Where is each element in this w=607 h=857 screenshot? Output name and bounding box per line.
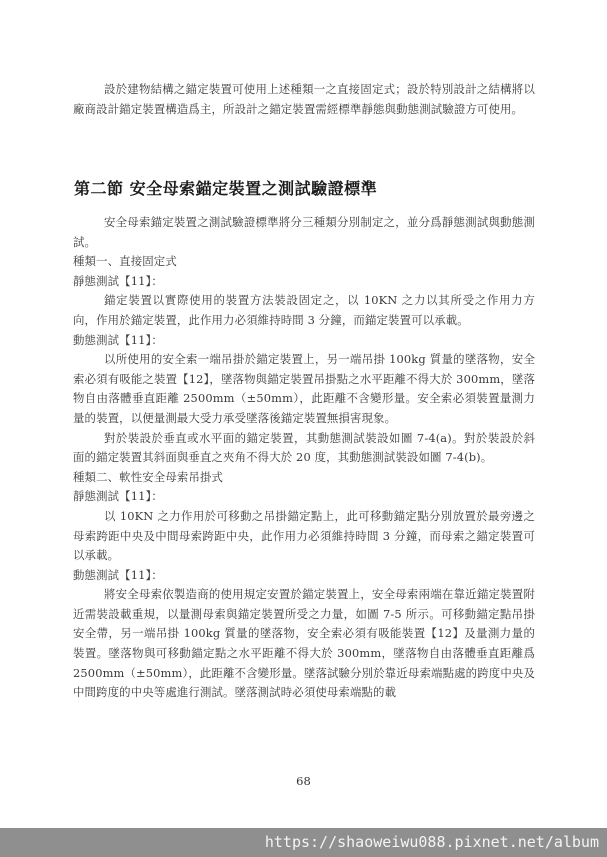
type2-static-label: 靜態測試【11】： (73, 489, 163, 504)
page-number: 68 (296, 774, 311, 788)
watermark-url-bar: https://shaoweiwu088.pixnet.net/album (0, 828, 607, 857)
intro-paragraph-block (73, 80, 535, 119)
type1-dynamic-paragraph-2: 對於裝設於垂直或水平面的錨定裝置，其動態測試裝設如圖 7-4(a)。對於裝設於斜面的錨定裝置其斜面與垂直之夾角不得大於 20 度，其動態測試裝設如圖 7-4(b)。 (73, 430, 535, 465)
type1-static-paragraph: 錨定裝置以實際使用的裝置方法裝設固定之，以 10KN 之力以其所受之作用力方向，作用於錨定裝置，此作用力必須維持時間 3 分鐘，而錨定裝置可以承載。 (73, 293, 535, 327)
type1-static-label: 靜態測試【11】： (73, 273, 163, 288)
type1-dynamic-label: 動態測試【11】： (73, 332, 163, 347)
type2-dynamic-label: 動態測試【11】： (73, 567, 163, 582)
type2-dynamic-paragraph: 將安全母索依製造商的使用規定安置於錨定裝置上，安全母索兩端在靠近錨定裝置附近需裝設載重規，以量測母索與錨定裝置所受之力量，如圖 7-5 所示。可移動錨定點吊掛安全帶，另一端吊掛 100kg 質量的墜落物，安全索必須有吸能裝置【12】及量測力量的裝置。墜落物與可移動錨定點之水平距離不得大於 300mm，墜落物自由落體垂直距離爲 2500mm（±50mm），此距離不含變形量。墜落試驗分別於靠近母索端點處的跨度中央及中間跨度的中央等處進行測試。墜落測試時必須使母索端點的載 (73, 587, 535, 700)
type2-label: 種類二、軟性安全母索吊掛式 (73, 469, 224, 484)
section-intro-paragraph: 安全母索錨定裝置之測試驗證標準將分三種類分別制定之，並分爲靜態測試與動態測試。 (73, 215, 535, 249)
type1-label: 種類一、直接固定式 (73, 254, 177, 269)
type2-static-paragraph: 以 10KN 之力作用於可移動之吊掛錨定點上，此可移動錨定點分別放置於最旁邊之母索跨距中央及中間母索跨距中央，此作用力必須維持時間 3 分鐘，而母索之錨定裝置可以承載。 (73, 508, 535, 563)
intro-paragraph: 設於建物結構之錨定裝置可使用上述種類一之直接固定式；設於特別設計之結構將以廠商設計錨定裝置構造爲主，所設計之錨定裝置需經標準靜態與動態測試驗證方可使用。 (73, 82, 535, 116)
section-body (73, 213, 535, 703)
type1-dynamic-paragraph-1: 以所使用的安全索一端吊掛於錨定裝置上，另一端吊掛 100kg 質量的墜落物，安全索必須有吸能之裝置【12】，墜落物與錨定裝置吊掛點之水平距離不得大於 300mm，墜落物自由落體垂直距離 2500mm（±50mm），此距離不含變形量。安全索必須裝置量測力量的裝置，以便量測最大受力承受墜落後錨定裝置無損害現象。 (73, 352, 535, 425)
section-title: 第二節 安全母索錨定裝置之測試驗證標準 (74, 179, 378, 198)
